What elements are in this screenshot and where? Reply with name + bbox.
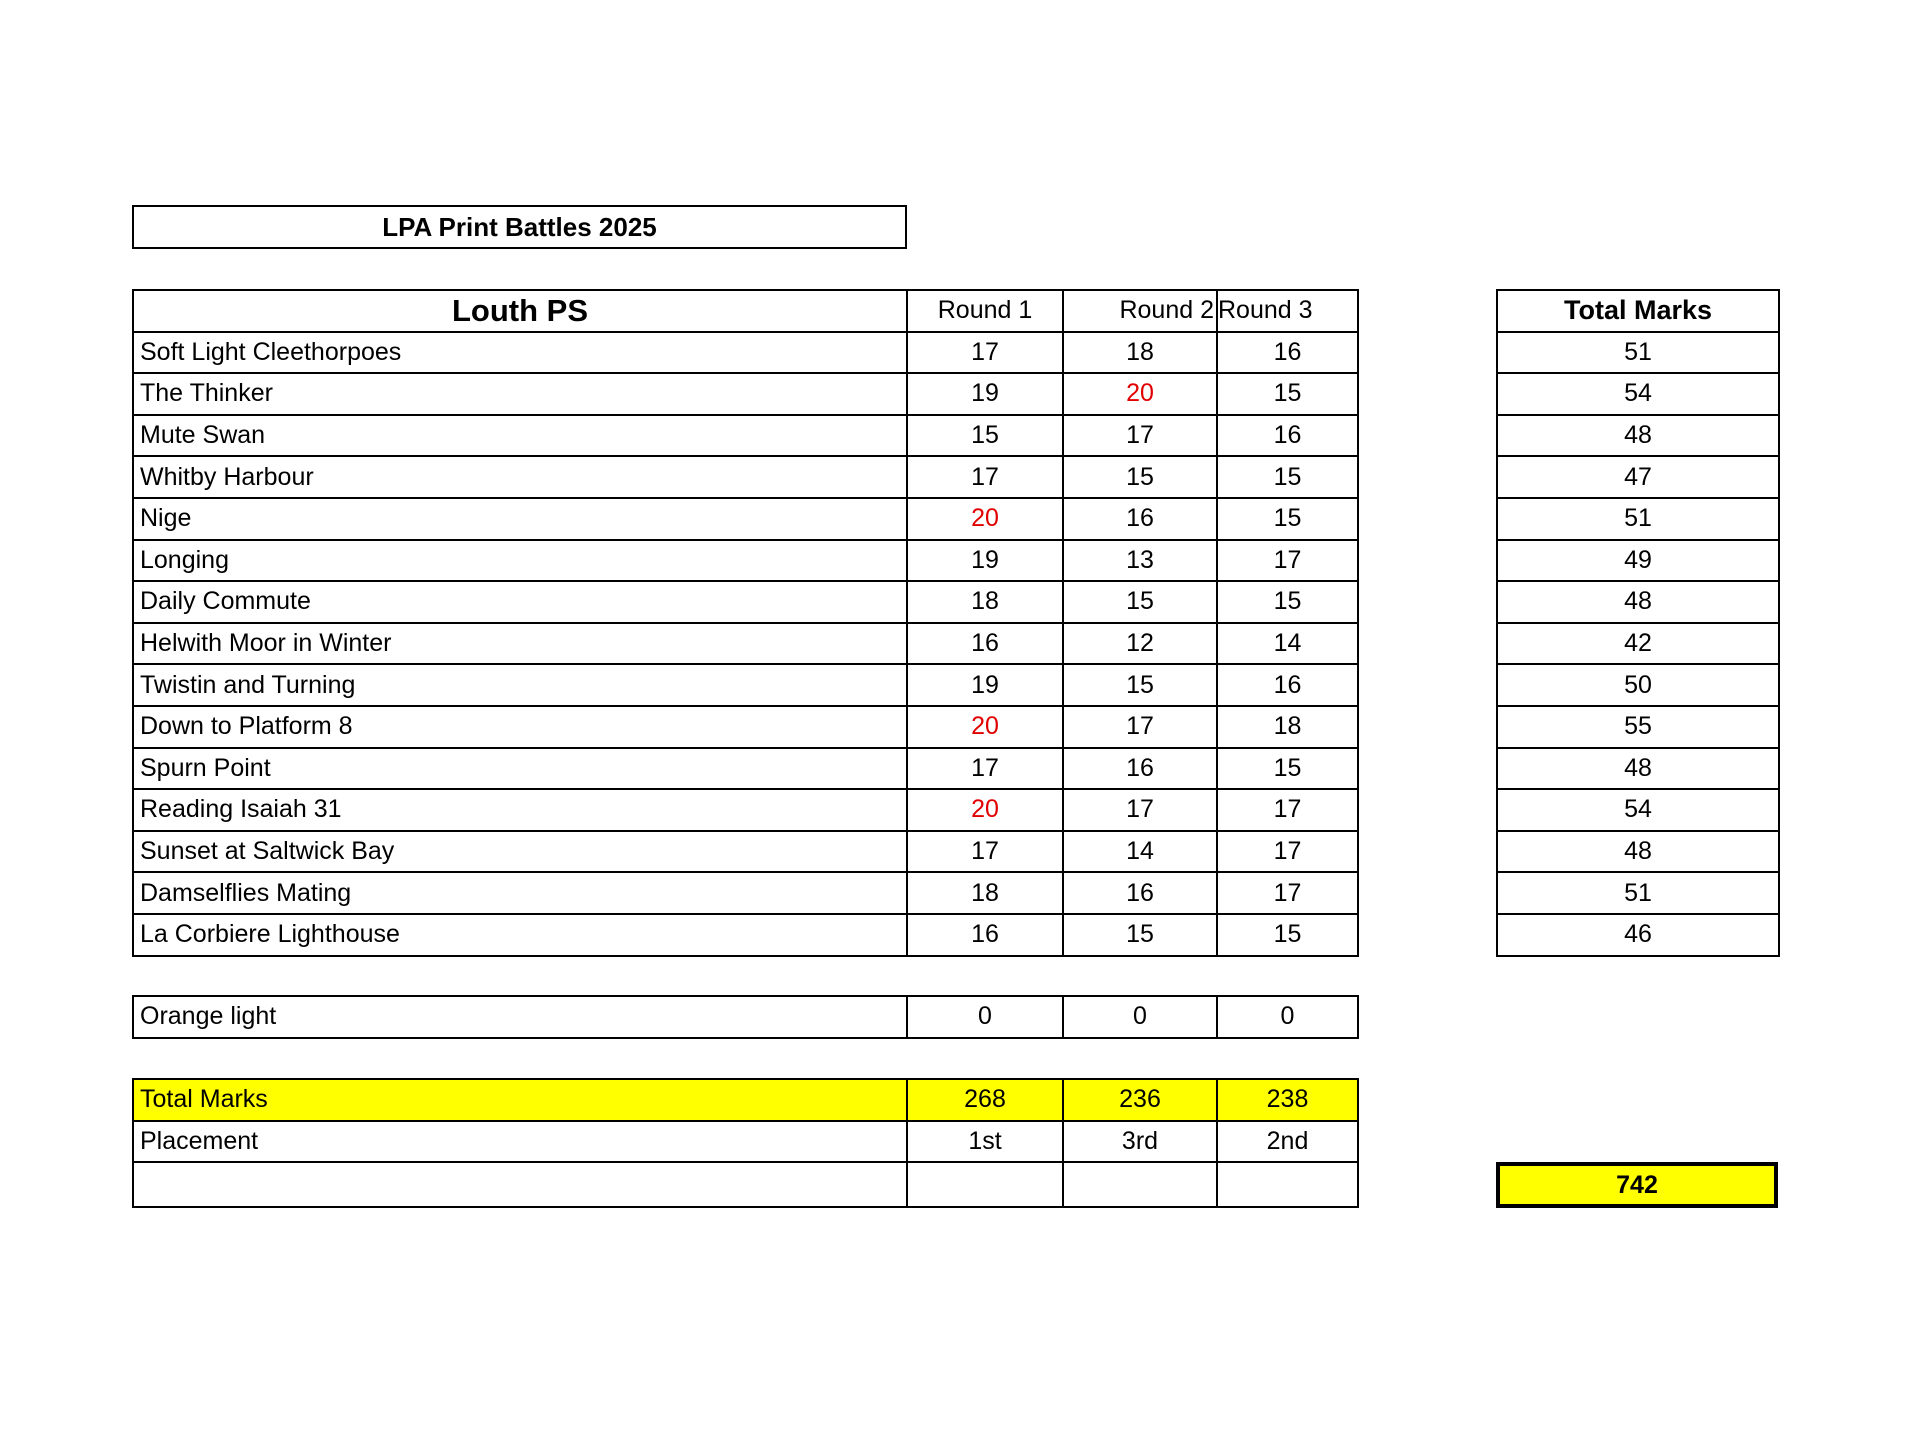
total-row xyxy=(1497,914,1779,956)
score-round-1: 16 xyxy=(907,623,1063,665)
print-title: Soft Light Cleethorpoes xyxy=(133,332,907,374)
placement-label: Placement xyxy=(133,1121,907,1163)
total-row xyxy=(1497,373,1779,415)
total-header-row xyxy=(1497,290,1779,332)
score-round-1: 19 xyxy=(907,540,1063,582)
total-row xyxy=(1497,872,1779,914)
score-round-2: 16 xyxy=(1063,498,1217,540)
total-row xyxy=(1497,706,1779,748)
scores-table xyxy=(132,289,1359,957)
score-round-1: 20 xyxy=(907,498,1063,540)
score-round-3: 18 xyxy=(1217,706,1358,748)
total-marks-label: Total Marks xyxy=(133,1079,907,1121)
score-round-1: 18 xyxy=(907,872,1063,914)
total-row xyxy=(1497,540,1779,582)
score-round-3: 15 xyxy=(1217,581,1358,623)
table-row xyxy=(133,373,1358,415)
print-total: 51 xyxy=(1497,332,1779,374)
score-round-1: 15 xyxy=(907,415,1063,457)
score-round-2: 15 xyxy=(1063,914,1217,956)
score-round-1: 17 xyxy=(907,831,1063,873)
score-round-2: 15 xyxy=(1063,581,1217,623)
score-round-1: 18 xyxy=(907,581,1063,623)
print-title: Whitby Harbour xyxy=(133,456,907,498)
table-row xyxy=(133,831,1358,873)
print-total: 50 xyxy=(1497,664,1779,706)
score-round-2: 20 xyxy=(1063,373,1217,415)
print-title: Twistin and Turning xyxy=(133,664,907,706)
print-total: 48 xyxy=(1497,415,1779,457)
round-3-header: Round 3 xyxy=(1217,290,1358,332)
print-total: 42 xyxy=(1497,623,1779,665)
print-total: 48 xyxy=(1497,831,1779,873)
orange-light-row xyxy=(133,996,1358,1038)
print-total: 49 xyxy=(1497,540,1779,582)
print-title: Sunset at Saltwick Bay xyxy=(133,831,907,873)
score-round-2: 16 xyxy=(1063,872,1217,914)
table-row xyxy=(133,914,1358,956)
score-round-3: 17 xyxy=(1217,831,1358,873)
placement-round-2: 3rd xyxy=(1063,1121,1217,1163)
score-round-3: 15 xyxy=(1217,498,1358,540)
print-title: Longing xyxy=(133,540,907,582)
total-row xyxy=(1497,581,1779,623)
table-row xyxy=(133,789,1358,831)
score-round-3: 17 xyxy=(1217,540,1358,582)
round-2-header: Round 2 xyxy=(1063,290,1217,332)
score-round-3: 15 xyxy=(1217,456,1358,498)
score-round-1: 17 xyxy=(907,456,1063,498)
page-title: LPA Print Battles 2025 xyxy=(132,205,907,249)
print-total: 47 xyxy=(1497,456,1779,498)
total-round-2: 236 xyxy=(1063,1079,1217,1121)
orange-round-1: 0 xyxy=(907,996,1063,1038)
score-round-3: 15 xyxy=(1217,914,1358,956)
total-marks-row xyxy=(133,1079,1358,1121)
table-row xyxy=(133,581,1358,623)
club-name: Louth PS xyxy=(133,290,907,332)
table-row xyxy=(133,623,1358,665)
print-title: Daily Commute xyxy=(133,581,907,623)
orange-light-label: Orange light xyxy=(133,996,907,1038)
score-round-2: 17 xyxy=(1063,415,1217,457)
score-round-2: 14 xyxy=(1063,831,1217,873)
score-round-1: 16 xyxy=(907,914,1063,956)
score-round-2: 15 xyxy=(1063,456,1217,498)
orange-light-table xyxy=(132,995,1359,1039)
score-round-2: 15 xyxy=(1063,664,1217,706)
print-title: Damselflies Mating xyxy=(133,872,907,914)
blank-cell xyxy=(1217,1162,1358,1207)
score-round-2: 17 xyxy=(1063,706,1217,748)
print-total: 54 xyxy=(1497,789,1779,831)
total-row xyxy=(1497,415,1779,457)
print-total: 55 xyxy=(1497,706,1779,748)
total-row xyxy=(1497,456,1779,498)
total-marks-table xyxy=(1496,289,1780,957)
print-title: The Thinker xyxy=(133,373,907,415)
print-title: La Corbiere Lighthouse xyxy=(133,914,907,956)
print-title: Down to Platform 8 xyxy=(133,706,907,748)
total-row xyxy=(1497,789,1779,831)
print-title: Nige xyxy=(133,498,907,540)
print-title: Helwith Moor in Winter xyxy=(133,623,907,665)
placement-round-3: 2nd xyxy=(1217,1121,1358,1163)
score-round-1: 20 xyxy=(907,789,1063,831)
score-round-3: 16 xyxy=(1217,415,1358,457)
total-marks-header: Total Marks xyxy=(1497,290,1779,332)
score-round-3: 16 xyxy=(1217,664,1358,706)
score-round-3: 15 xyxy=(1217,373,1358,415)
table-row xyxy=(133,664,1358,706)
score-round-3: 14 xyxy=(1217,623,1358,665)
score-round-2: 17 xyxy=(1063,789,1217,831)
score-round-3: 15 xyxy=(1217,748,1358,790)
score-round-2: 12 xyxy=(1063,623,1217,665)
blank-row xyxy=(133,1162,1358,1207)
print-total: 51 xyxy=(1497,872,1779,914)
grand-total: 742 xyxy=(1496,1162,1778,1208)
score-round-3: 17 xyxy=(1217,872,1358,914)
score-round-3: 17 xyxy=(1217,789,1358,831)
print-total: 54 xyxy=(1497,373,1779,415)
table-row xyxy=(133,498,1358,540)
print-total: 48 xyxy=(1497,581,1779,623)
total-row xyxy=(1497,498,1779,540)
orange-round-3: 0 xyxy=(1217,996,1358,1038)
blank-cell xyxy=(907,1162,1063,1207)
table-row xyxy=(133,456,1358,498)
table-row xyxy=(133,706,1358,748)
total-round-3: 238 xyxy=(1217,1079,1358,1121)
table-row xyxy=(133,540,1358,582)
score-round-2: 18 xyxy=(1063,332,1217,374)
header-row xyxy=(133,290,1358,332)
total-row xyxy=(1497,664,1779,706)
total-row xyxy=(1497,748,1779,790)
print-total: 48 xyxy=(1497,748,1779,790)
total-round-1: 268 xyxy=(907,1079,1063,1121)
score-round-1: 17 xyxy=(907,748,1063,790)
score-round-2: 13 xyxy=(1063,540,1217,582)
total-row xyxy=(1497,332,1779,374)
score-round-1: 20 xyxy=(907,706,1063,748)
score-round-1: 17 xyxy=(907,332,1063,374)
print-title: Spurn Point xyxy=(133,748,907,790)
table-row xyxy=(133,415,1358,457)
score-round-1: 19 xyxy=(907,373,1063,415)
placement-row xyxy=(133,1121,1358,1163)
total-row xyxy=(1497,831,1779,873)
print-total: 51 xyxy=(1497,498,1779,540)
round-1-header: Round 1 xyxy=(907,290,1063,332)
table-row xyxy=(133,748,1358,790)
blank-cell xyxy=(133,1162,907,1207)
score-round-2: 16 xyxy=(1063,748,1217,790)
table-row xyxy=(133,872,1358,914)
table-row xyxy=(133,332,1358,374)
total-row xyxy=(1497,623,1779,665)
orange-round-2: 0 xyxy=(1063,996,1217,1038)
blank-cell xyxy=(1063,1162,1217,1207)
score-round-3: 16 xyxy=(1217,332,1358,374)
score-round-1: 19 xyxy=(907,664,1063,706)
totals-table xyxy=(132,1078,1359,1208)
print-title: Reading Isaiah 31 xyxy=(133,789,907,831)
print-title: Mute Swan xyxy=(133,415,907,457)
print-total: 46 xyxy=(1497,914,1779,956)
placement-round-1: 1st xyxy=(907,1121,1063,1163)
